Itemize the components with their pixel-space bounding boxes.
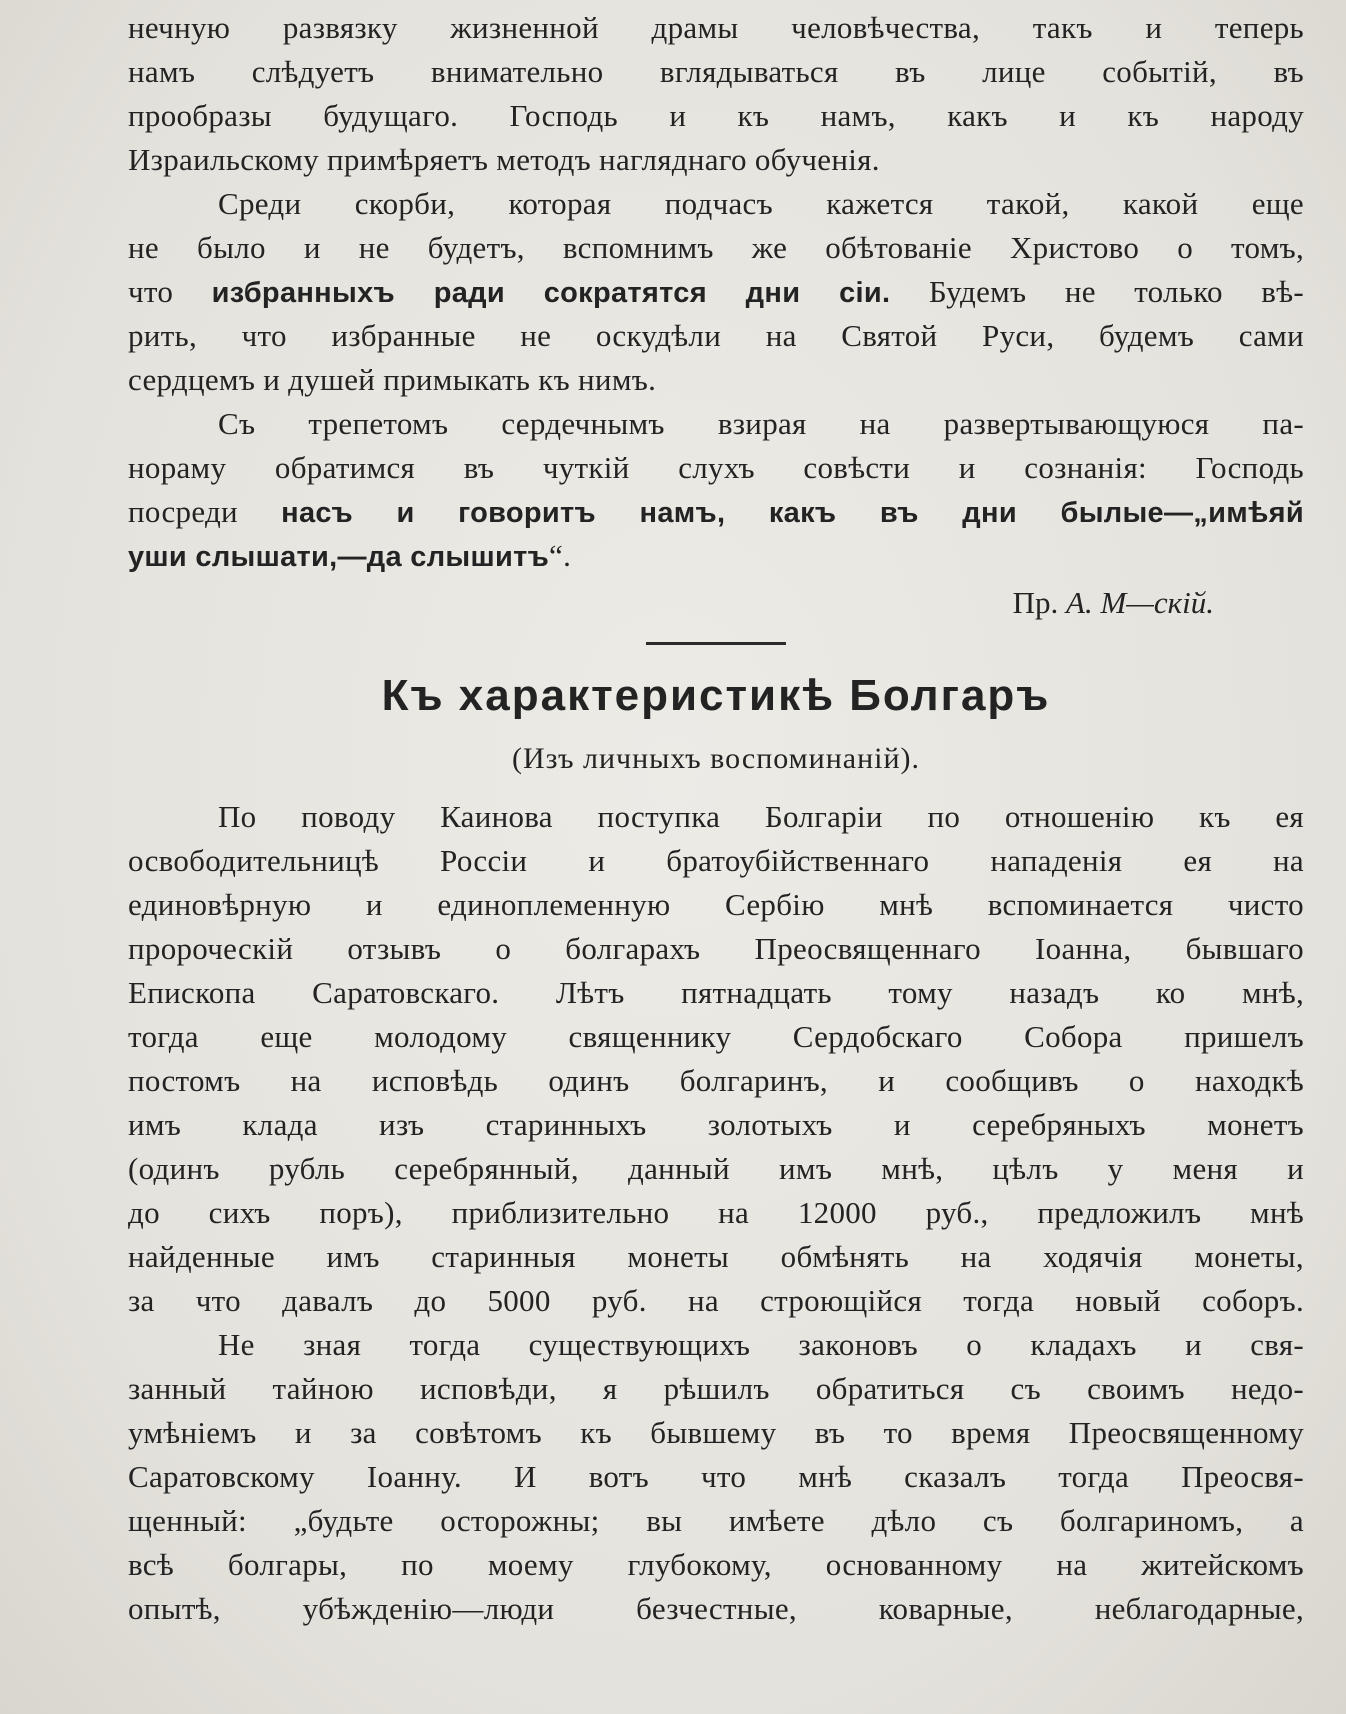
- article-subtitle: (Изъ личныхъ воспоминаній).: [511, 742, 921, 775]
- text-line: Епископа Саратовскаго. Лѣтъ пятнадцать тому назадъ ко мнѣ,: [128, 975, 1304, 1010]
- text-line: [128, 534, 1304, 578]
- text-line: за что давалъ до 5000 руб. на строющійся тогда новый соборъ.: [128, 1283, 1304, 1318]
- text-line: Съ трепетомъ сердечнымъ взирая на развертывающуюся па-: [218, 406, 1304, 441]
- text-line: всѣ болгары, по моему глубокому, основанному на житейскомъ: [128, 1547, 1304, 1582]
- text-line: до сихъ поръ), приблизительно на 12000 руб., предложилъ мнѣ: [128, 1195, 1304, 1230]
- emphasized-text: насъ и говоритъ намъ, какъ въ дни былые—„имѣяй: [281, 497, 1304, 529]
- text-line: нечную развязку жизненной драмы человѣчества, такъ и теперь: [128, 10, 1304, 45]
- text-line: нораму обратимся въ чуткій слухъ совѣсти и сознанія: Господь: [128, 450, 1304, 485]
- text-line: найденные имъ старинныя монеты обмѣнять на ходячія монеты,: [128, 1239, 1304, 1274]
- text-run: Будемъ не только вѣ-: [890, 274, 1304, 309]
- text-column: [128, 6, 1304, 1631]
- text-line: сердцемъ и душей примыкать къ нимъ.: [128, 362, 657, 397]
- text-line: Не зная тогда существующихъ законовъ о кладахъ и свя-: [218, 1327, 1304, 1362]
- text-line: постомъ на исповѣдь одинъ болгаринъ, и сообщивъ о находкѣ: [128, 1063, 1304, 1098]
- text-line: щенный: „будьте осторожны; вы имѣете дѣло съ болгариномъ, а: [128, 1503, 1304, 1538]
- signature-prefix: Пр.: [1012, 585, 1067, 620]
- text-run: что: [128, 274, 212, 309]
- text-line: тогда еще молодому священнику Сердобскаго Собора пришелъ: [128, 1019, 1304, 1054]
- text-line: не было и не будетъ, вспомнимъ же обѣтованіе Христово о томъ,: [128, 230, 1304, 265]
- text-line: имъ клада изъ старинныхъ золотыхъ и серебряныхъ монетъ: [128, 1107, 1304, 1142]
- text-line: [128, 490, 1304, 534]
- spacer: [128, 787, 1304, 795]
- text-line: Саратовскому Іоанну. И вотъ что мнѣ сказалъ тогда Преосвя-: [128, 1459, 1304, 1494]
- text-line: занный тайною исповѣди, я рѣшилъ обратиться съ своимъ недо-: [128, 1371, 1304, 1406]
- text-line: единовѣрную и единоплеменную Сербію мнѣ вспоминается чисто: [128, 887, 1304, 922]
- text-line: умѣніемъ и за совѣтомъ къ бывшему въ то время Преосвященному: [128, 1415, 1304, 1450]
- text-line: Израильскому примѣряетъ методъ нагляднаго обученія.: [128, 142, 880, 177]
- text-run: посреди: [128, 494, 282, 529]
- text-line: Среди скорби, которая подчасъ кажется такой, какой еще: [218, 186, 1304, 221]
- author-signature: [128, 578, 1304, 628]
- text-line: По поводу Каинова поступка Болгаріи по отношенію къ ея: [218, 799, 1304, 834]
- signature-name: А. М—скій.: [1066, 585, 1214, 620]
- text-line: рить, что избранные не оскудѣли на Святой Руси, будемъ сами: [128, 318, 1304, 353]
- text-line: пророческій отзывъ о болгарахъ Преосвященнаго Іоанна, бывшаго: [128, 931, 1304, 966]
- text-run: “.: [549, 538, 572, 573]
- text-line: опытѣ, убѣжденію—люди безчестные, коварные, неблагодарные,: [128, 1591, 1304, 1626]
- article-title: Къ характеристикѣ Болгаръ: [381, 671, 1051, 720]
- text-line: освободительницѣ Россіи и братоубійственнаго нападенія ея на: [128, 843, 1304, 878]
- emphasized-text: уши слышати,—да слышитъ: [128, 541, 550, 573]
- text-line: прообразы будущаго. Господь и къ намъ, какъ и къ народу: [128, 98, 1304, 133]
- text-line: [128, 270, 1304, 314]
- text-line: намъ слѣдуетъ внимательно вглядываться въ лице событій, въ: [128, 54, 1304, 89]
- text-line: (одинъ рубль серебрянный, данный имъ мнѣ, цѣлъ у меня и: [128, 1151, 1304, 1186]
- emphasized-text: избранныхъ ради сократятся дни сіи.: [211, 277, 891, 309]
- section-divider: [646, 642, 786, 645]
